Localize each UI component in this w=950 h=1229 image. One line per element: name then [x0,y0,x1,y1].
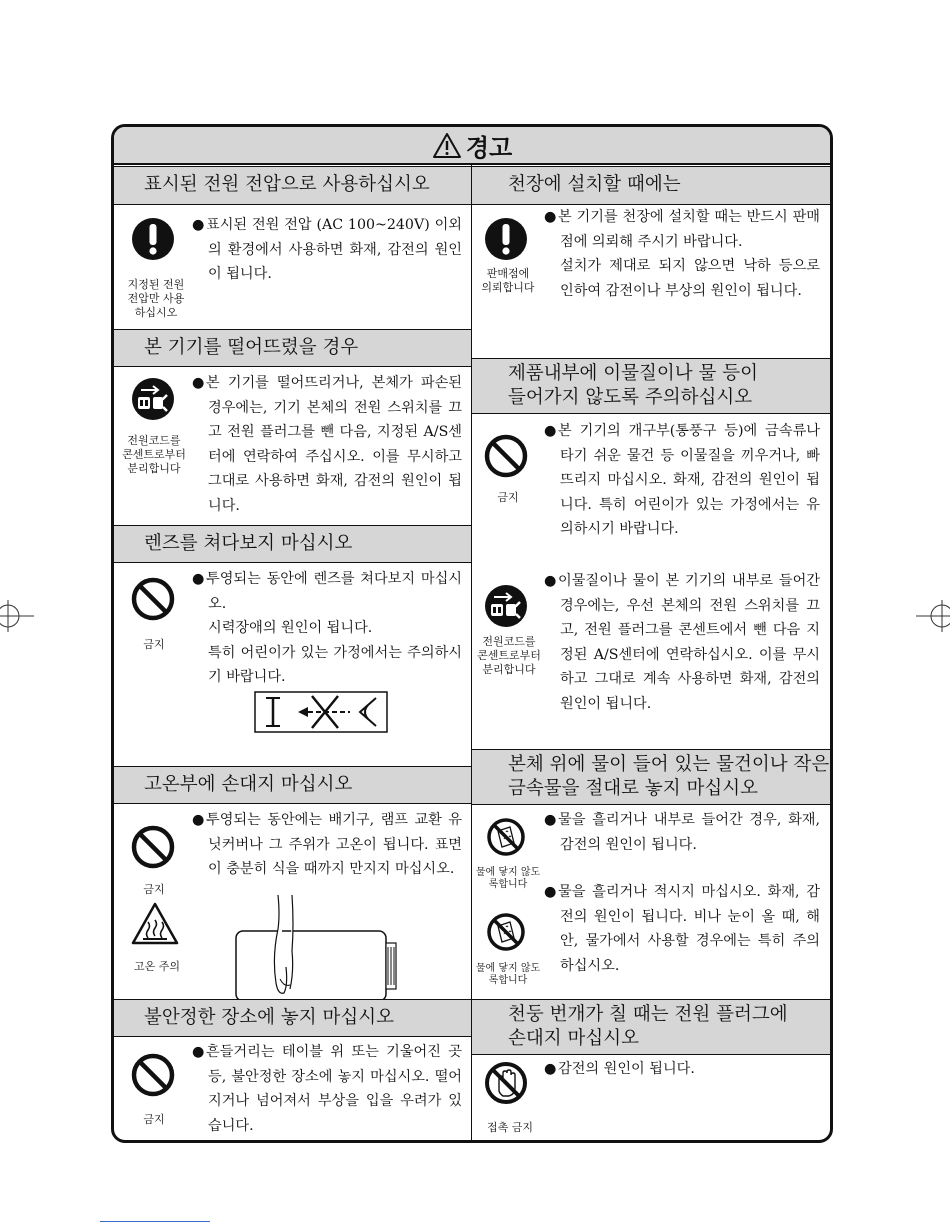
heading-foreign [472,358,833,414]
heading-water-line1: 본체 위에 물이 들어 있는 물건이나 작은 [508,753,830,775]
heading-unstable [114,999,471,1037]
ceiling-icon-caption: 판매점에 의뢰합니다 [481,267,535,294]
no-water-icon [486,912,526,952]
voltage-text: ● 표시된 전원 전압 (AC 100~240V) 이외의 환경에서 사용하면 화재, 감전의 원인이 됩니다. [192,217,462,282]
foreign-prohibit-caption: 금지 [497,491,519,504]
heading-lens [114,525,471,563]
heading-thunder-line1: 천둥 번개가 칠 때는 전원 플러그에 [508,1003,788,1025]
warning-header [114,127,830,165]
heading-water-line2: 금속물을 절대로 놓지 마십시오 [508,778,758,799]
no-touch-hand-icon [484,1061,528,1105]
prohibited-icon [484,434,528,478]
prohibited-icon [131,825,175,869]
thunder-text: ● 감전의 원인이 됩니다. [544,1061,695,1077]
heading-thunder [472,999,833,1055]
water-icon-caption-1: 물에 닿지 않도 록합니다 [475,867,541,890]
heading-ceiling [472,166,833,205]
projector-touch-illustration [232,895,412,1005]
heading-dropped-text: 본 기기를 떨어뜨렸을 경우 [144,336,359,358]
heading-ceiling-text: 천장에 설치할 때에는 [508,174,681,196]
unplug-icon [131,377,175,421]
prohibited-icon [131,1053,175,1097]
registration-mark-right [910,596,950,636]
water-text-2: ● 물을 흘리거나 적시지 마십시오. 화재, 감전의 원인이 됩니다. 비나 눈이 올 때, 해안, 물가에서 사용할 경우에는 특히 주의하십시오. [544,884,820,974]
water-text-1: ● 물을 흘리거나 내부로 들어간 경우, 화재, 감전의 원인이 됩니다. [544,812,820,853]
foreign-unplug-caption: 전원코드를 콘센트로부터 분리합니다 [477,635,541,676]
bottom-crop-line [100,1221,210,1222]
heading-foreign-line2: 들어가지 않도록 주의하십시오 [508,387,753,408]
heading-lens-text: 렌즈를 쳐다보지 마십시오 [144,532,353,554]
heading-voltage [114,166,471,205]
dropped-icon-caption: 전원코드를 콘센트로부터 분리합니다 [122,434,186,475]
voltage-icon-caption: 지정된 전원 전압만 사용 하십시오 [127,278,185,319]
warning-panel [111,124,833,1143]
hot-surface-caption: 고온 주의 [133,960,180,973]
hot-icon-caption: 금지 [143,883,165,896]
heading-foreign-line1: 제품내부에 이물질이나 물 등이 [508,362,758,384]
dropped-text: ● 본 기기를 떨어뜨리거나, 본체가 파손된 경우에는, 기기 본체의 전원 스위치를 끄고 전원 플러그를 뺀 다음, 지정된 A/S센터에 연락하여 주십시오. 이를 무시하고 그대로 사용하면 화재, 감전의 원인이 됩니다. [192,375,462,514]
hot-text: ● 투영되는 동안에는 배기구, 램프 교환 유닛커버나 그 주위가 고온이 됩니다. 표면이 충분히 식을 때까지 만지지 마십시오. [192,812,462,877]
unstable-icon-caption: 금지 [143,1113,165,1126]
registration-mark-left [0,596,40,636]
heading-hot [114,766,471,804]
water-icon-caption-2: 물에 닿지 않도 록합니다 [475,963,541,986]
thunder-icon-caption: 접촉 금지 [486,1121,533,1134]
lens-text: ● 투영되는 동안에 렌즈를 쳐다보지 마십시오. 시력장애의 원인이 됩니다. 특히 어린이가 있는 가정에서는 주의하시기 바랍니다. [192,571,462,685]
do-not-look-into-lens-illustration [254,690,388,734]
prohibited-icon [131,577,175,621]
unplug-icon [484,584,528,628]
heading-voltage-text: 표시된 전원 전압으로 사용하십시오 [144,174,430,196]
no-water-icon [486,817,526,857]
foreign-text-1: ● 본 기기의 개구부(통풍구 등)에 금속류나 타기 쉬운 물건 등 이물질을 끼우거나, 빠뜨리지 마십시오. 화재, 감전의 원인이 됩니다. 특히 어린이가 있는 가정에서는 유의하시기 바랍니다. [544,423,820,537]
unstable-text: ● 흔들거리는 테이블 위 또는 기울어진 곳 등, 불안정한 장소에 놓지 마십시오. 떨어지거나 넘어져서 부상을 입을 우려가 있습니다. [192,1044,462,1134]
heading-water [472,749,833,805]
warning-triangle-icon [432,132,462,159]
heading-hot-text: 고온부에 손대지 마십시오 [144,773,353,795]
mandatory-exclamation-icon [484,217,528,261]
warning-title: 경고 [465,133,513,162]
heading-thunder-line2: 손대지 마십시오 [508,1028,639,1049]
lens-icon-caption: 금지 [143,638,165,651]
hot-surface-warning-icon [131,902,179,946]
heading-unstable-text: 불안정한 장소에 놓지 마십시오 [144,1006,394,1028]
ceiling-text: ● 본 기기를 천장에 설치할 때는 반드시 판매점에 의뢰해 주시기 바랍니다. 설치가 제대로 되지 않으면 낙하 등으로 인하여 감전이나 부상의 원인이 됩니다. [544,209,820,299]
mandatory-exclamation-icon [131,217,175,261]
foreign-text-2: ● 이물질이나 물이 본 기기의 내부로 들어간 경우에는, 우선 본체의 전원 스위치를 끄고, 전원 플러그를 콘센트에서 뺀 다음 지정된 A/S센터에 연락하십시오. 이를 무시하고 그대로 계속 사용하면 화재, 감전의 원인이 됩니다. [544,573,820,712]
heading-dropped [114,329,471,367]
